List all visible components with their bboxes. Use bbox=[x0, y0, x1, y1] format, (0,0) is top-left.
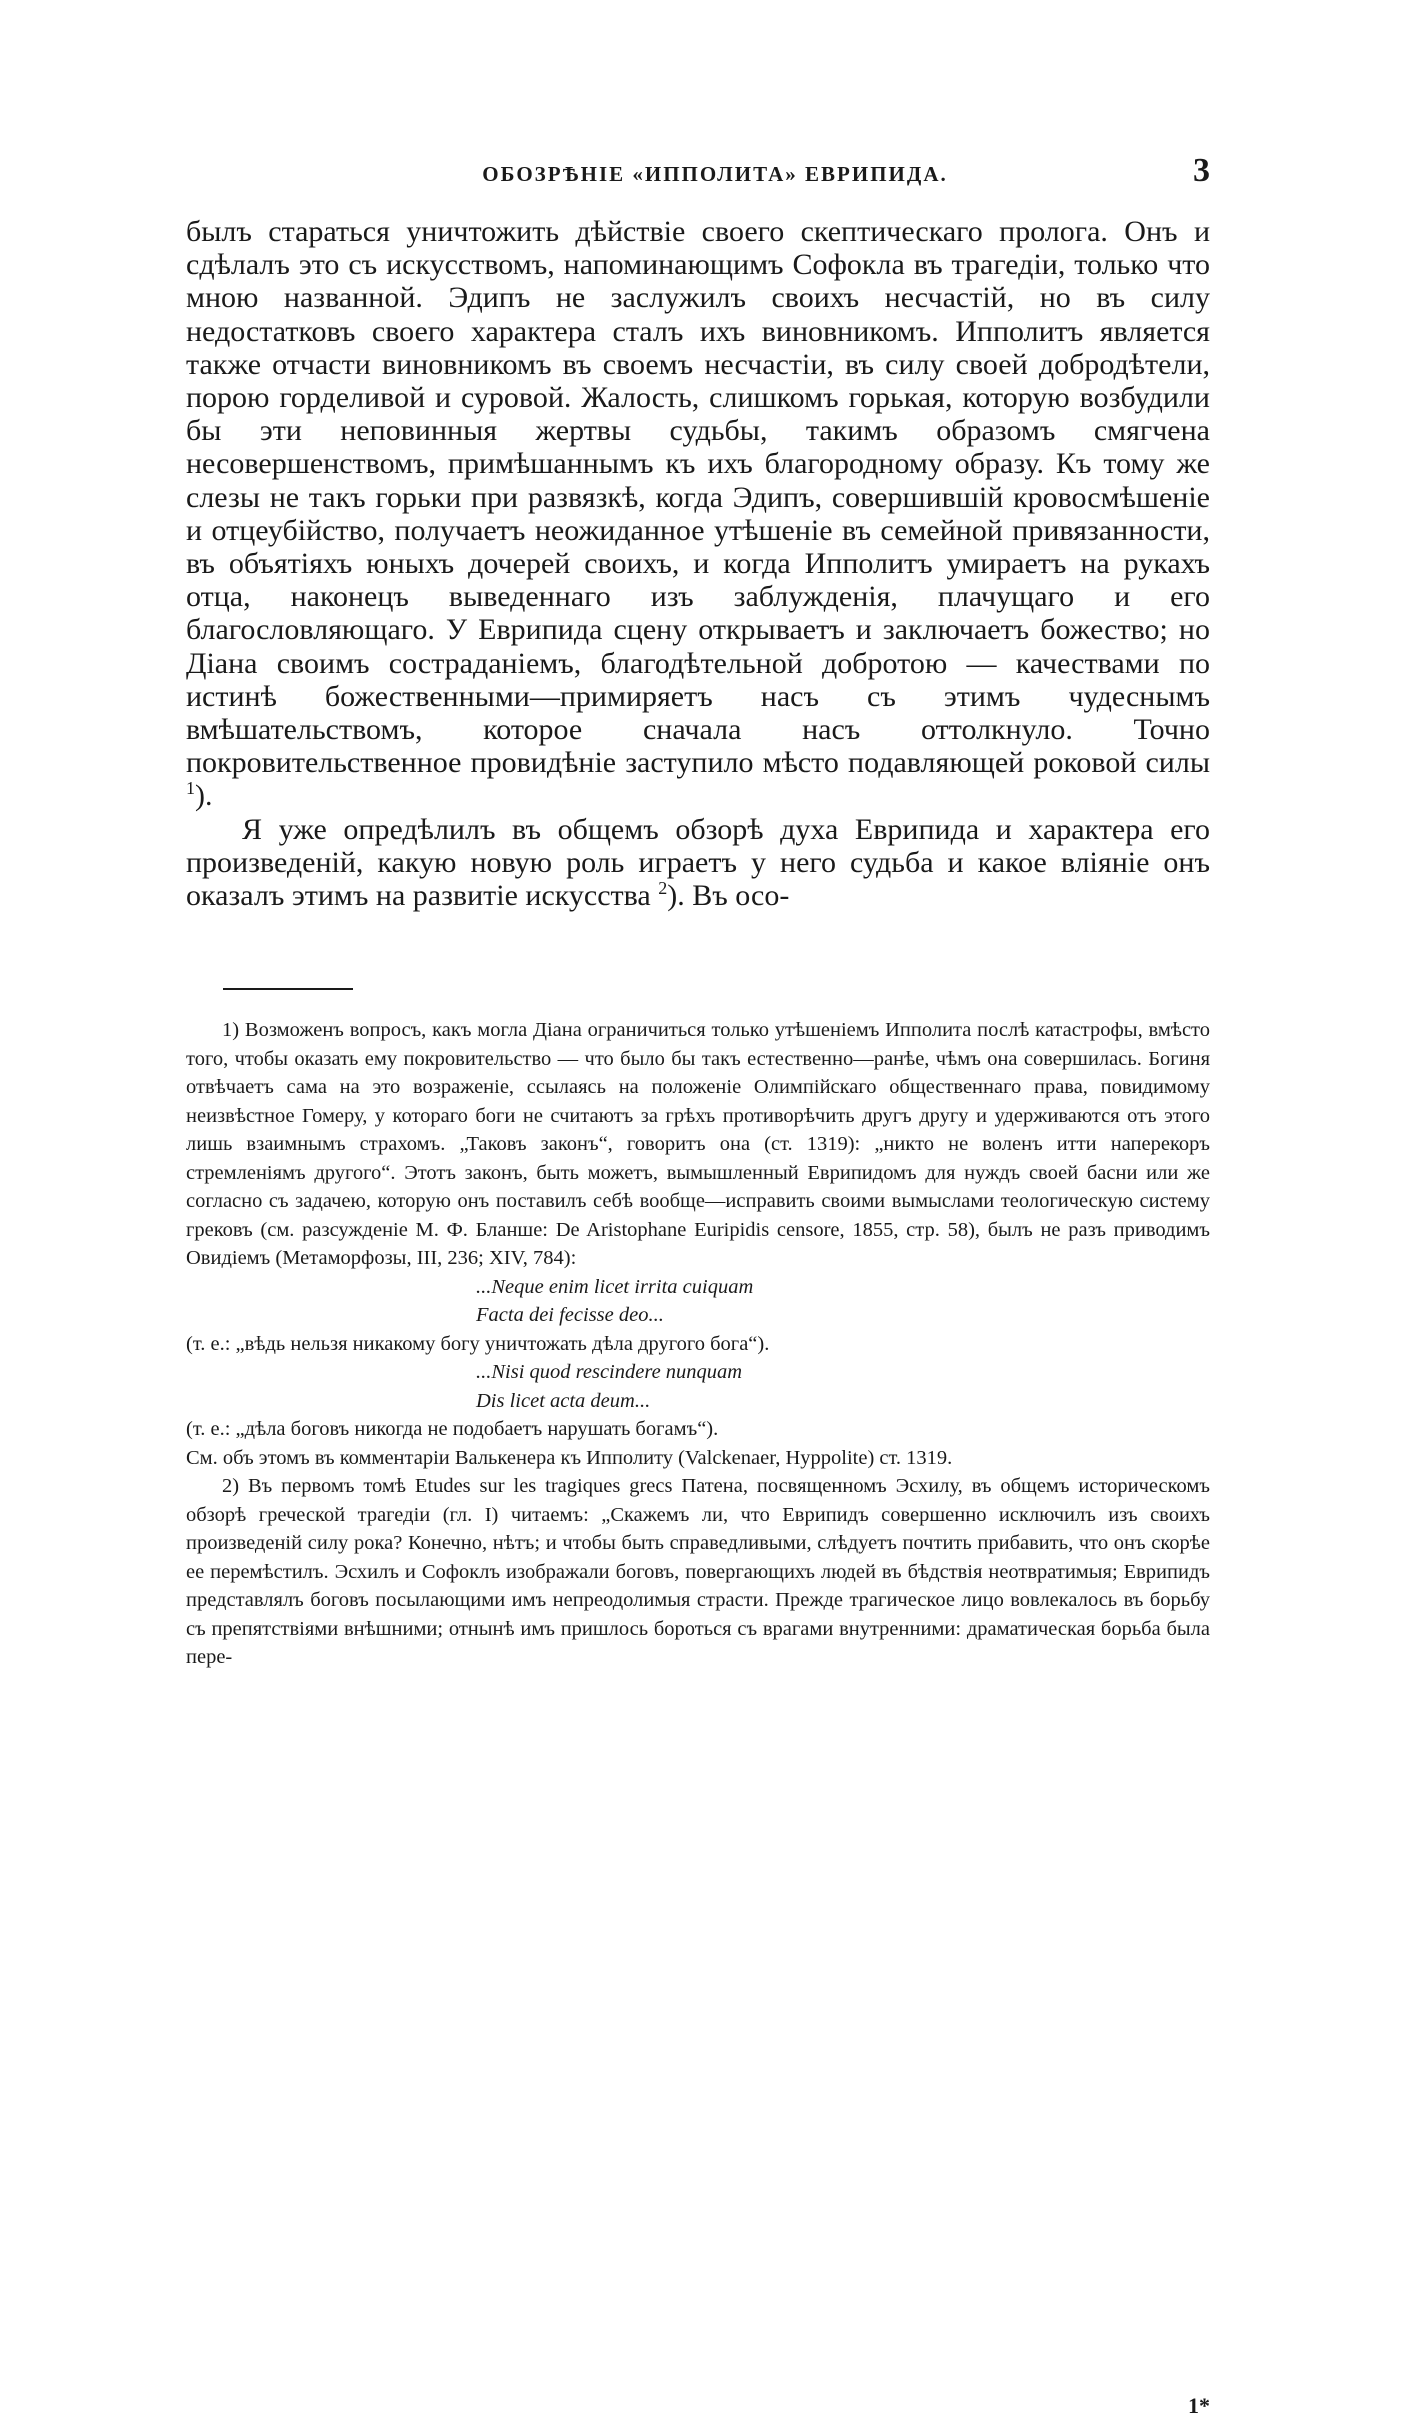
running-title: ОБОЗРѢНІЕ «ИППОЛИТА» ЕВРИПИДА. bbox=[482, 162, 948, 186]
page-number: 3 bbox=[1193, 152, 1210, 189]
paragraph-1 bbox=[186, 215, 1210, 813]
footnotes bbox=[186, 1016, 1210, 2418]
paragraph-1-text: былъ стараться уничтожить дѣйствіе своего скептическаго пролога. Онъ и сдѣлалъ это съ искусствомъ, напоминающимъ Софокла въ трагедіи, только что мною названной. Эдипъ не заслужилъ своихъ несчастій, но въ силу недостатковъ своего характера сталъ ихъ виновникомъ. Ипполитъ является также отчасти виновникомъ въ своемъ несчастіи, въ силу своей добродѣтели, порою горделивой и суровой. Жалость, слишкомъ горькая, которую возбудили бы эти неповинныя жертвы судьбы, такимъ образомъ смягчена несовершенствомъ, примѣшаннымъ къ ихъ благородному образу. Къ тому же слезы не такъ горьки при развязкѣ, когда Эдипъ, совершившій кровосмѣшеніе и отцеубійство, получаетъ неожиданное утѣшеніе въ семейной привязанности, въ объятіяхъ юныхъ дочерей своихъ, и когда Ипполитъ умираетъ на рукахъ отца, наконецъ выведеннаго изъ заблужденія, плачущаго и его благословляющаго. У Еврипида сцену открываетъ и заключаетъ божество; но Діана своимъ состраданіемъ, благодѣтельной добротою — качествами по истинѣ божественными—примиряетъ насъ съ этимъ чудеснымъ вмѣшательствомъ, которое сначала насъ оттолкнуло. Точно покровительственное провидѣніе заступило мѣсто подавляющей роковой силы bbox=[186, 215, 1210, 780]
footnote-divider bbox=[223, 988, 353, 990]
paragraph-1-close: ). bbox=[195, 779, 213, 813]
paragraph-2-close: ). Въ осо- bbox=[667, 879, 790, 913]
latin-quote-2-line-2: Dis licet acta deum... bbox=[476, 1389, 651, 1412]
footnote-ref-2: 2 bbox=[658, 878, 668, 899]
footnote-2: 2) Въ первомъ томѣ Etudes sur les tragiques grecs Патена, посвященномъ Эсхилу, въ общемъ историческомъ обзорѣ греческой трагедіи (гл. I) читаемъ: „Скажемъ ли, что Еврипидъ совершенно исключилъ изъ своихъ произведеній силу рока? Конечно, нѣтъ; и чтобы быть справедливыми, слѣдуетъ почтить прибавить, что онъ скорѣе ее перемѣстилъ. Эсхилъ и Софоклъ изображали боговъ, повергающихъ людей въ бѣдствія неотвратимыя; Еврипидъ представлялъ боговъ посылающими имъ непреодолимыя страсти. Прежде трагическое лицо вовлекалось въ борьбу съ препятствіями внѣшними; отнынѣ имъ пришлось бороться съ врагами внутренними: драматическая борьба была пере- bbox=[186, 1475, 1210, 1668]
paragraph-2 bbox=[186, 813, 1210, 913]
translation-1: (т. е.: „вѣдь нельзя никакому богу уничтожать дѣла другого бога“). bbox=[186, 1332, 770, 1355]
reference-note: См. объ этомъ въ комментаріи Валькенера къ Ипполиту (Valckenaer, Hyppolite) ст. 1319. bbox=[186, 1446, 953, 1469]
main-text bbox=[186, 215, 1210, 912]
signature-mark: 1* bbox=[1188, 2393, 1210, 2418]
page-header bbox=[220, 152, 1210, 202]
footnote-1: 1) Возможенъ вопросъ, какъ могла Діана ограничиться только утѣшеніемъ Ипполита послѣ катастрофы, вмѣсто того, чтобы оказать ему покровительство — что было бы такъ естественно—ранѣе, чѣмъ она совершилась. Богиня отвѣчаетъ сама на это возраженіе, ссылаясь на положеніе Олимпійскаго общественнаго права, повидимому неизвѣстное Гомеру, у котораго боги не считаютъ за грѣхъ противорѣчить другъ другу и удерживаются отъ этого лишь взаимнымъ страхомъ. „Таковъ законъ“, говоритъ она (ст. 1319): „никто не воленъ итти наперекоръ стремленіямъ другого“. Этотъ законъ, быть можетъ, вымышленный Еврипидомъ для нуждъ своей басни или же согласно съ задачею, которую онъ поставилъ себѣ вообще—исправить своими вымыслами теологическую систему грековъ (см. разсужденіе М. Ф. Бланше: De Aristophane Euripidis censore, 1855, стр. 58), былъ не разъ приводимъ Овидіемъ (Метаморфозы, III, 236; XIV, 784): bbox=[186, 1019, 1210, 1269]
footnote-ref-1: 1 bbox=[186, 778, 195, 799]
translation-2: (т. е.: „дѣла боговъ никогда не подобаетъ нарушать богамъ“). bbox=[186, 1418, 719, 1440]
latin-quote-2 bbox=[186, 1358, 1210, 1415]
latin-quote-2-line-1: ...Nisi quod rescindere nunquam bbox=[476, 1361, 743, 1383]
latin-quote-1-line-2: Facta dei fecisse deo... bbox=[476, 1304, 664, 1326]
latin-quote-1-line-1: ...Neque enim licet irrita cuiquam bbox=[476, 1275, 754, 1298]
paragraph-2-text: Я уже опредѣлилъ въ общемъ обзорѣ духа Еврипида и характера его произведеній, какую новую роль играетъ у него судьба и какое вліяніе онъ оказалъ этимъ на развитіе искусства bbox=[186, 812, 1210, 913]
latin-quote-1 bbox=[186, 1273, 1210, 1330]
